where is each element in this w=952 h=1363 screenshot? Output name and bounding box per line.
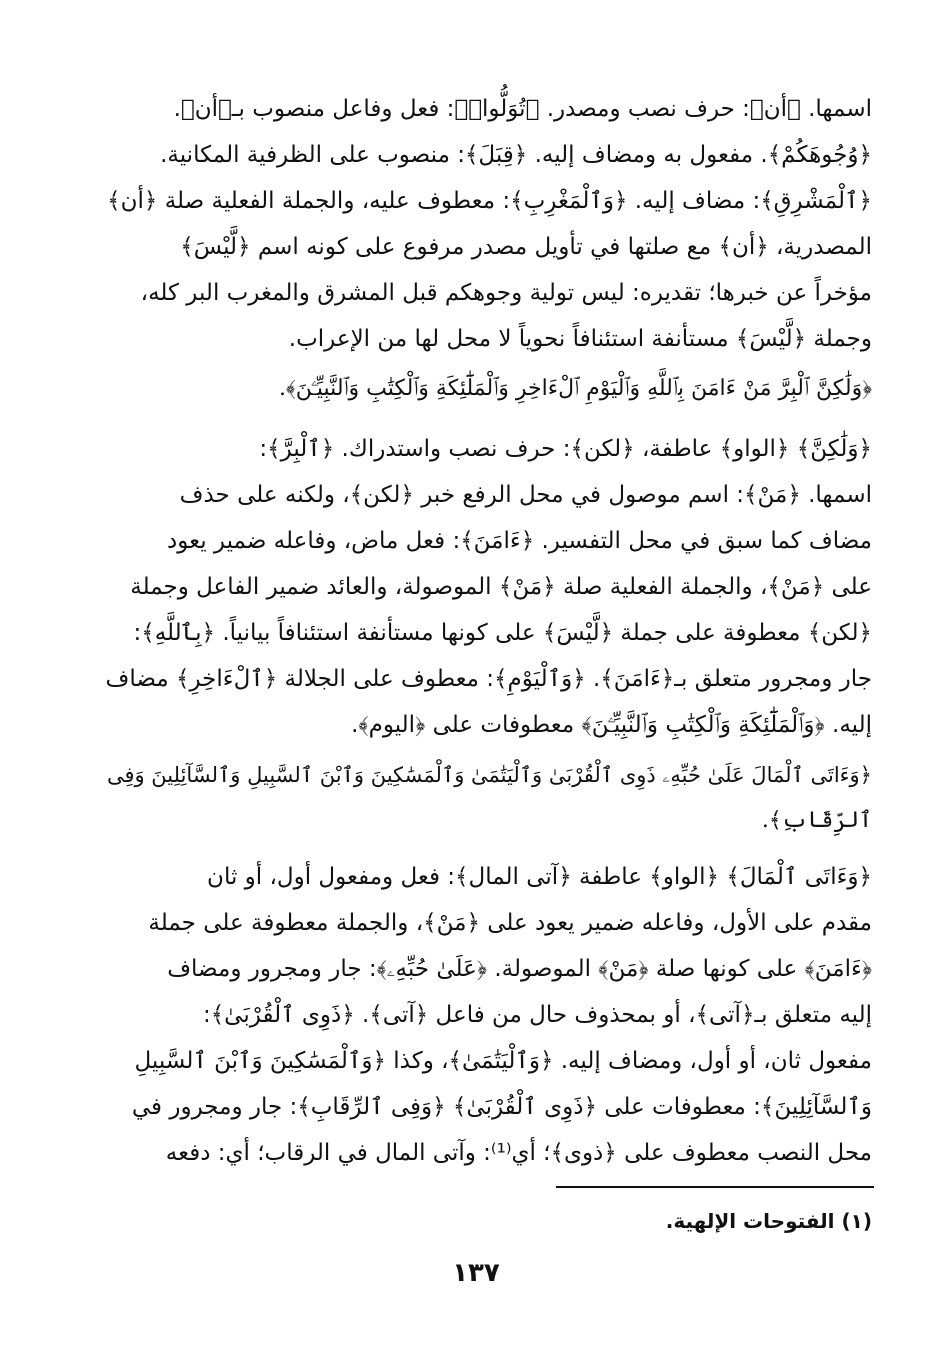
text-line: على ﴿مَنْ﴾، والجملة الفعلية صلة ﴿مَنْ﴾ الموصولة، والعائد ضمير الفاعل وجملة: [130, 574, 872, 600]
text-line: ﴿وُجُوهَكُمْ﴾. مفعول به ومضاف إليه. ﴿قِبَلَ﴾: منصوب على الظرفية المكانية.: [160, 142, 872, 168]
text-line: مقدم على الأول، وفاعله ضمير يعود على ﴿مَنْ﴾، والجملة معطوفة على جملة: [148, 910, 872, 936]
paragraph-2: [100, 426, 872, 748]
text-line: ﴿وَءَاتَى ٱلْمَالَ﴾ ﴿الواو﴾ عاطفة ﴿آتى المال﴾: فعل ومفعول أول، أو ثان: [207, 864, 872, 890]
quran-verse-1: [100, 366, 872, 412]
quran-verse-2: [100, 752, 872, 844]
text-line: اسمها. ﴿أن﴾: حرف نصب ومصدر. ﴿تُوَلُّوا۟﴾: فعل وفاعل منصوب بـ﴿أن﴾.: [173, 96, 872, 122]
text-line: جار ومجرور متعلق بـ﴿ءَامَنَ﴾. ﴿وَٱلْيَوْمِ﴾: معطوف على الجلالة ﴿ٱلْءَاخِرِ﴾ مضاف: [105, 666, 872, 692]
text-line: اسمها. ﴿مَنْ﴾: اسم موصول في محل الرفع خبر ﴿لكن﴾، ولكنه على حذف: [179, 482, 872, 508]
text-line: محل النصب معطوف على ﴿ذوى﴾؛ أي⁽¹⁾: وآتى المال في الرقاب؛ أي: دفعه: [165, 1140, 872, 1166]
text-line: إليه. ﴿وَٱلْمَلَٰٓئِكَةِ وَٱلْكِتَٰبِ وَٱلنَّبِيِّـۧنَ﴾ معطوفات على ﴿اليوم﴾.: [351, 712, 872, 738]
verse-line: ﴿وَلَٰكِنَّ ٱلْبِرَّ مَنْ ءَامَنَ بِٱللَّهِ وَٱلْيَوْمِ ٱلْءَاخِرِ وَٱلْمَلَٰٓئِكَةِ وَٱلْكِتَٰبِ وَٱلنَّبِيِّـۧنَ﴾.: [279, 376, 872, 401]
verse-line: ﴿وَءَاتَى ٱلْمَالَ عَلَىٰ حُبِّهِۦ ذَوِى ٱلْقُرْبَىٰ وَٱلْيَتَٰمَىٰ وَٱلْمَسَٰكِينَ وَٱبْنَ ٱلسَّبِيلِ وَٱلسَّآئِلِينَ وَفِى: [106, 763, 872, 787]
text-line: مضاف كما سبق في محل التفسير. ﴿ءَامَنَ﴾: فعل ماض، وفاعله ضمير يعود: [166, 528, 872, 554]
text-line: ﴿لكن﴾ معطوفة على جملة ﴿لَّيْسَ﴾ على كونها مستأنفة استئنافاً بيانياً. ﴿بِٱللَّهِ﴾:: [133, 620, 872, 646]
footnote-divider: [556, 1186, 874, 1188]
page-number: ١٣٧: [452, 1258, 500, 1288]
text-line: مؤخراً عن خبرها؛ تقديره: ليس تولية وجوهكم قبل المشرق والمغرب البر كله،: [140, 280, 872, 306]
verse-line: ٱلرِّقَابِ﴾.: [761, 808, 872, 833]
text-line: إليه متعلق بـ﴿آتى﴾، أو بمحذوف حال من فاعل ﴿آتى﴾. ﴿ذَوِى ٱلْقُرْبَىٰ﴾:: [202, 1002, 872, 1028]
text-line: ﴿وَلَٰكِنَّ﴾ ﴿الواو﴾ عاطفة، ﴿لكن﴾: حرف نصب واستدراك. ﴿ٱلْبِرَّ﴾:: [259, 436, 872, 462]
text-line: ﴿ٱلْمَشْرِقِ﴾: مضاف إليه. ﴿وَٱلْمَغْرِبِ﴾: معطوف عليه، والجملة الفعلية صلة ﴿أن﴾: [107, 188, 872, 214]
text-line: وجملة ﴿لَّيْسَ﴾ مستأنفة استئنافاً نحوياً لا محل لها من الإعراب.: [288, 326, 872, 352]
text-line: مفعول ثان، أو أول، ومضاف إليه. ﴿وَٱلْيَتَٰمَىٰ﴾، وكذا ﴿وَٱلْمَسَٰكِينَ وَٱبْنَ ٱلسَّبِيلِ: [134, 1048, 872, 1074]
text-line: وَٱلسَّآئِلِينَ﴾: معطوفات على ﴿ذَوِى ٱلْقُرْبَىٰ﴾ ﴿وَفِى ٱلرِّقَابِ﴾: جار ومجرور في: [131, 1094, 872, 1120]
paragraph-3: [100, 854, 872, 1176]
text-line: ﴿ءَامَنَ﴾ على كونها صلة ﴿مَنْ﴾ الموصولة. ﴿عَلَىٰ حُبِّهِۦ﴾: جار ومجرور ومضاف: [167, 956, 872, 982]
text-line: المصدرية، ﴿أن﴾ مع صلتها في تأويل مصدر مرفوع على كونه اسم ﴿لَّيْسَ﴾: [180, 234, 872, 260]
footnote: (١) الفتوحات الإلهية.: [665, 1209, 872, 1233]
paragraph-1: [100, 86, 872, 362]
